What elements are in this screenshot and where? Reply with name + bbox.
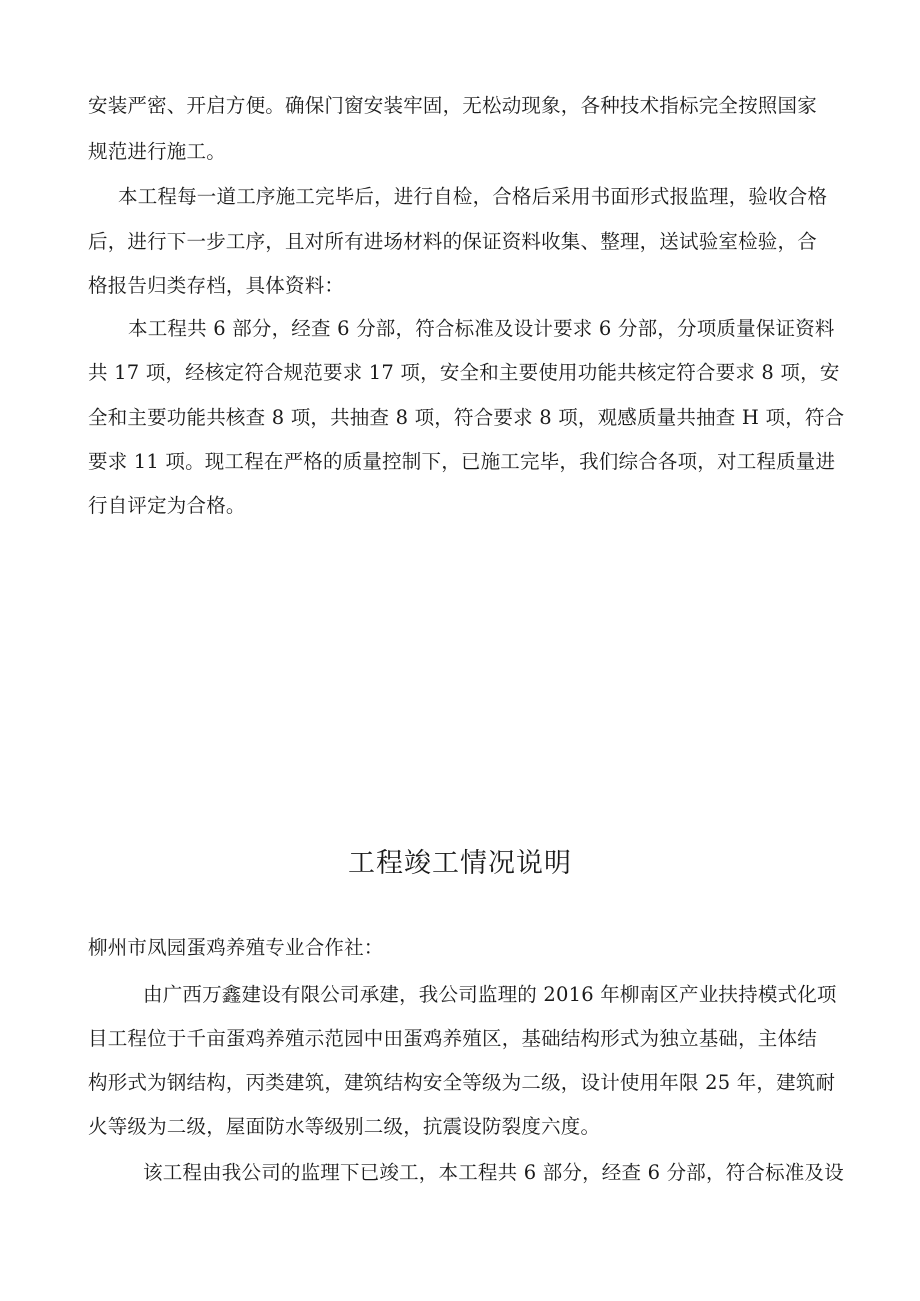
- body-line: 要求 11 项。现工程在严格的质量控制下，已施工完毕，我们综合各项，对工程质量进: [88, 450, 836, 473]
- body-line: 目工程位于千亩蛋鸡养殖示范园中田蛋鸡养殖区，基础结构形式为独立基础，主体结: [88, 1027, 817, 1050]
- body-line: 火等级为二级，屋面防水等级别二级，抗震设防裂度六度。: [88, 1115, 601, 1138]
- paragraph-first-line: 由广西万鑫建设有限公司承建，我公司监理的 2016 年柳南区产业扶持模式化项: [143, 983, 837, 1006]
- body-line: 共 17 项，经核定符合规范要求 17 项，安全和主要使用功能共核定符合要求 8 项，安: [88, 361, 840, 384]
- paragraph-first-line: 本工程共 6 部分，经查 6 分部，符合标准及设计要求 6 分部，分项质量保证资料: [128, 317, 835, 340]
- section-title: 工程竣工情况说明: [348, 848, 572, 879]
- body-line: 行自评定为合格。: [88, 494, 246, 517]
- body-line: 构形式为钢结构，丙类建筑，建筑结构安全等级为二级，设计使用年限 25 年，建筑耐: [88, 1071, 836, 1094]
- paragraph-first-line: 本工程每一道工序施工完毕后，进行自检，合格后采用书面形式报监理，验收合格: [118, 185, 828, 208]
- body-line: 后，进行下一步工序，且对所有进场材料的保证资料收集、整理，送试验室检验，合: [88, 230, 817, 253]
- body-line: 全和主要功能共核查 8 项，共抽查 8 项，符合要求 8 项，观感质量共抽查 H 项，符合: [88, 406, 845, 429]
- body-line: 规范进行施工。: [88, 140, 226, 163]
- paragraph-first-line: 该工程由我公司的监理下已竣工，本工程共 6 部分，经查 6 分部，符合标准及设: [143, 1161, 844, 1184]
- body-line: 安装严密、开启方便。确保门窗安装牢固，无松动现象，各种技术指标完全按照国家: [88, 94, 817, 117]
- body-line: 格报告归类存档，具体资料：: [88, 274, 345, 297]
- addressee-line: 柳州市凤园蛋鸡养殖专业合作社：: [88, 936, 384, 959]
